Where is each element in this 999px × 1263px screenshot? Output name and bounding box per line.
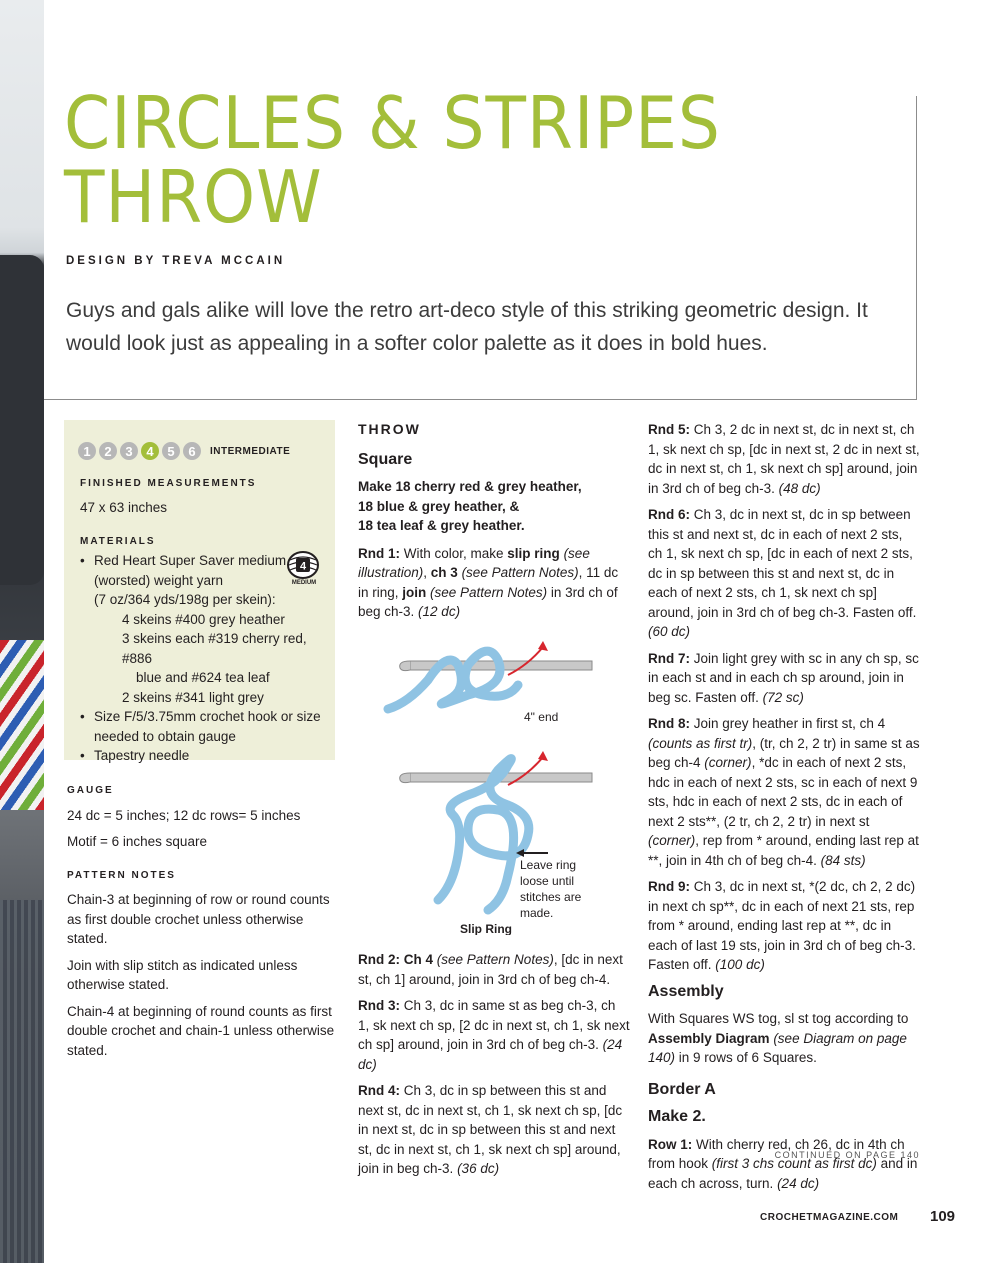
material-item: • Tapestry needle xyxy=(78,746,328,766)
materials-list xyxy=(78,551,328,766)
make-line: Make 18 cherry red & grey heather, xyxy=(358,479,582,494)
round-4: Rnd 4: Ch 3, dc in sp between this st and next st, dc in next st, ch 1, sk next ch sp, [dc in next st, dc in sp between this st and next st, dc in next st, ch 1, sk next ch sp] around, join in beg ch-3. (36 dc) xyxy=(358,1083,623,1176)
yarn-weight-number: 4 xyxy=(299,560,307,573)
material-item-cont: (7 oz/364 yds/198g per skein): xyxy=(94,592,276,607)
diagram-caption: Slip Ring xyxy=(460,921,512,935)
finished-measurements-value: 47 x 63 inches xyxy=(80,500,168,515)
arrow-head-top xyxy=(538,641,548,651)
ring-note: Leave ring loose until stitches are made. xyxy=(520,857,582,920)
skill-dot-3: 3 xyxy=(120,442,138,460)
make-squares-instruction xyxy=(358,477,630,536)
round-3: Rnd 3: Ch 3, dc in same st as beg ch-3, ch 1, sk next ch sp, [2 dc in next st, ch 1, sk next ch sp] around, join in 3rd ch of beg ch-3. (24 dc) xyxy=(358,998,630,1072)
material-subitem: 3 skeins each #319 cherry red, #886 xyxy=(122,631,307,666)
pattern-note: Join with slip stitch as indicated unless otherwise stated. xyxy=(67,957,298,992)
slip-ring-diagram xyxy=(358,635,630,935)
make-line: 18 blue & grey heather, & xyxy=(358,498,520,514)
yarn-strand-top xyxy=(388,651,518,709)
material-subitem: 2 skeins #341 light grey xyxy=(122,689,264,705)
skill-dot-5: 5 xyxy=(162,442,180,460)
yarn-weight-label: MEDIUM xyxy=(291,580,317,586)
pattern-note: Chain-4 at beginning of round counts as first double crochet and chain-1 unless otherwise stated. xyxy=(67,1003,335,1058)
round-8: Rnd 8: Join grey heather in first st, ch 4 (counts as first tr), (tr, ch 2, 2 tr) in same st as beg ch-4 (corner), *dc in each of next 2 sts, hdc in each of next 2 sts, sc in each of next 9 sts, hdc in each of next 2 sts, dc in each of next 2 sts**, (2 tr, ch 2, 2 tr) in next st (corner), rep from * around, ending last rep at **, join in 4th ch of beg ch-4. (84 sts) xyxy=(648,716,920,868)
instructions-column-3 xyxy=(648,420,920,1200)
material-subitem-cont: blue and #624 tea leaf xyxy=(136,670,270,685)
row-1: Row 1: With cherry red, ch 26, dc in 4th ch from hook (first 3 chs count as first dc) and in each ch across, turn. (24 dc) xyxy=(648,1136,918,1191)
skill-level-label: INTERMEDIATE xyxy=(210,445,291,457)
gauge-line-2: Motif = 6 inches square xyxy=(67,834,207,849)
page-title xyxy=(64,81,721,239)
header-frame-horizontal-rule xyxy=(44,399,917,400)
info-sidebar xyxy=(64,420,335,763)
square-heading: Square xyxy=(358,450,413,468)
continued-note: CONTINUED ON PAGE 140 xyxy=(774,1150,920,1160)
material-item: • Size F/5/3.75mm crochet hook or size xyxy=(78,707,328,727)
material-item-cont: needed to obtain gauge xyxy=(94,728,236,744)
round-6: Rnd 6: Ch 3, dc in next st, dc in sp between this st and next st, dc in each of next 2 sts, ch 1, sk next ch sp, [dc in each of next 2 sts, dc in sp between this st and next st, dc in each of next 2 sts, ch 1, sk next ch sp] around, join in 3rd ch of beg ch-3. Fasten off. (60 dc) xyxy=(648,507,917,639)
round-5: Rnd 5: Ch 3, 2 dc in next st, dc in next st, ch 1, sk next ch sp, [dc in next st, 2 dc in next st, dc in next st, ch 1, sk next ch sp] around, join in 3rd ch of beg ch-3. (48 dc) xyxy=(648,422,920,496)
skill-dot-6: 6 xyxy=(183,442,201,460)
intro-paragraph: Guys and gals alike will love the retro art-deco style of this striking geometric design. It would look just as appealing in a softer color palette as it does in bold hues. xyxy=(66,299,868,355)
title-line-1: CIRCLES & STRIPES xyxy=(64,81,721,165)
material-item: • Red Heart Super Saver medium xyxy=(78,551,328,571)
round-1: Rnd 1: With color, make slip ring (see illustration), ch 3 (see Pattern Notes), 11 dc in ring, join (see Pattern Notes) in 3rd ch of beg ch-3. (12 dc) xyxy=(358,545,619,619)
header-frame-vertical-rule xyxy=(916,96,917,399)
arrow-head-bottom xyxy=(538,751,548,761)
make-line: 18 tea leaf & grey heather. xyxy=(358,518,525,533)
designer-byline: DESIGN BY TREVA MCCAIN xyxy=(66,255,286,267)
finished-measurements-heading: FINISHED MEASUREMENTS xyxy=(80,478,257,489)
instructions-column-2 xyxy=(358,420,630,1186)
border-a-heading: Border A xyxy=(648,1080,716,1098)
gauge-heading: GAUGE xyxy=(67,785,114,796)
page-number: 109 xyxy=(930,1208,956,1225)
skill-dot-2: 2 xyxy=(99,442,117,460)
assembly-instruction: With Squares WS tog, sl st tog according to Assembly Diagram (see Diagram on page 140) in 9 rows of 6 Squares. xyxy=(648,1011,909,1065)
pattern-notes xyxy=(67,890,335,1067)
materials-heading: MATERIALS xyxy=(80,536,156,547)
throw-heading: THROW xyxy=(358,421,421,437)
pattern-notes-heading: PATTERN NOTES xyxy=(67,870,176,881)
pattern-note: Chain-3 at beginning of row or round counts as first double crochet unless otherwise stated. xyxy=(67,892,330,946)
throw-blanket-image xyxy=(0,640,44,810)
title-line-2: THROW xyxy=(64,155,323,239)
round-7: Rnd 7: Join light grey with sc in any ch sp, sc in each st and in each ch sp around, join in beg sc. Fasten off. (72 sc) xyxy=(648,650,919,705)
make-2-heading: Make 2. xyxy=(648,1108,706,1125)
floor-rug-image xyxy=(0,900,44,1263)
round-9: Rnd 9: Ch 3, dc in next st, *(2 dc, ch 2, 2 dc) in next ch sp**, dc in each of next 21 sts, rep from * around, ending last rep at **, dc in each of last 19 sts, join in 3rd ch of beg ch-3. Fasten off. (100 dc) xyxy=(648,879,916,972)
round-2: Rnd 2: Ch 4 (see Pattern Notes), [dc in next st, ch 1] around, join in 3rd ch of beg ch-4. xyxy=(358,952,623,987)
material-subitem: 4 skeins #400 grey heather xyxy=(122,611,285,627)
assembly-heading: Assembly xyxy=(648,982,724,1000)
cover-photo-strip xyxy=(0,0,44,1263)
material-item-cont: (worsted) weight yarn xyxy=(94,572,224,588)
end-label: 4" end xyxy=(524,709,559,724)
skill-dot-4-active: 4 xyxy=(141,442,159,460)
couch-image xyxy=(0,255,44,585)
gauge-line-1: 24 dc = 5 inches; 12 dc rows= 5 inches xyxy=(67,808,301,823)
skill-level-indicator xyxy=(78,442,290,460)
footer-site: CROCHETMAGAZINE.COM xyxy=(760,1212,899,1223)
skill-dot-1: 1 xyxy=(78,442,96,460)
